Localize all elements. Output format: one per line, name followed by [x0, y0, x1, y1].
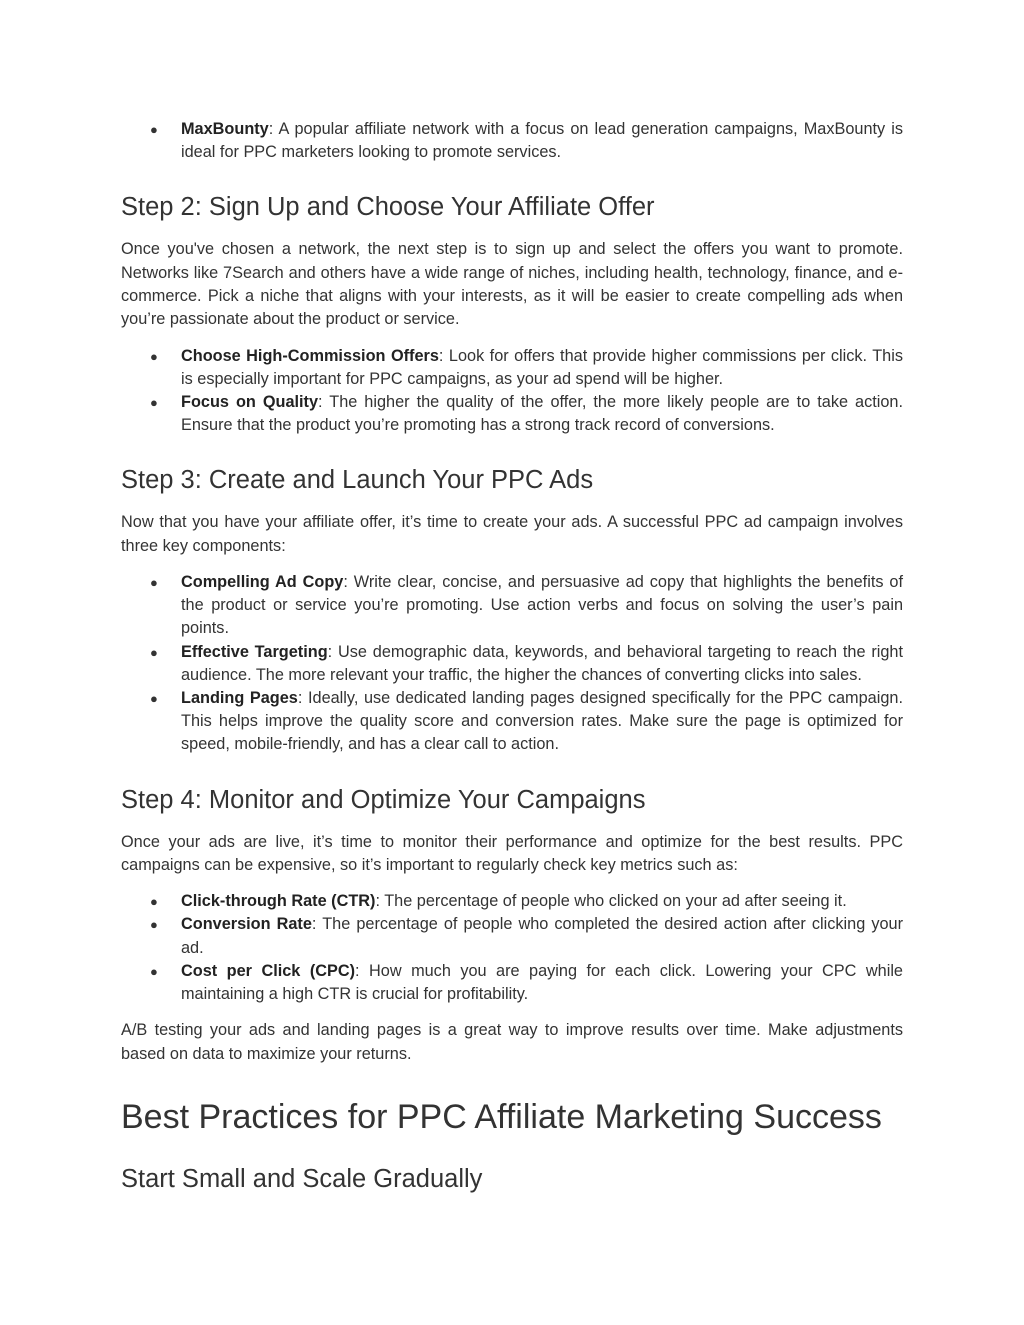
list-item-text: : The percentage of people who completed the desired action after clicking your ad. — [181, 915, 903, 957]
list-item-term: Landing Pages — [181, 689, 298, 708]
list-item-text: : Ideally, use dedicated landing pages designed specifically for the PPC campaign. This helps improve the quality score and conversion rates. Make sure the page is optimized for speed, mobile-friendly, and has a clear call to action. — [181, 689, 903, 754]
step2-paragraph: Once you've chosen a network, the next step is to sign up and select the offers you want to promote. Networks like 7Search and others have a wide range of niches, including health, technology, finance, and e-commerce. Pick a niche that aligns with your interests, as it will be easier to create compelling ads when you’re passionate about the product or service. — [121, 240, 903, 329]
list-item — [121, 687, 903, 757]
step4-paragraph: Once your ads are live, it’s time to monitor their performance and optimize for the best results. PPC campaigns can be expensive, so it’s important to regularly check key metrics such as: — [121, 832, 903, 874]
list-item-text: : Use demographic data, keywords, and behavioral targeting to reach the right audience. The more relevant your traffic, the higher the chances of converting clicks into sales. — [181, 642, 904, 684]
best-practices-heading: Best Practices for PPC Affiliate Marketing Success — [121, 1097, 882, 1136]
list-item-text: : Look for offers that provide higher commissions per click. This is especially important for PPC campaigns, as your ad spend will be higher. — [181, 346, 903, 388]
step3-heading: Step 3: Create and Launch Your PPC Ads — [121, 466, 594, 495]
list-item — [121, 960, 903, 1006]
bullet-icon: ● — [150, 917, 158, 933]
list-item-term: MaxBounty — [181, 120, 269, 138]
step4-closing-paragraph: A/B testing your ads and landing pages is a great way to improve results over time. Make adjustments based on data to maximize your returns. — [121, 1021, 903, 1063]
list-item-term: Choose High-Commission Offers — [181, 346, 439, 365]
list-item-maxbounty — [121, 118, 903, 164]
step4-heading: Step 4: Monitor and Optimize Your Campaigns — [121, 785, 646, 814]
list-item — [121, 890, 903, 913]
bullet-icon: ● — [150, 122, 158, 137]
list-item — [121, 641, 903, 687]
bullet-icon: ● — [150, 963, 158, 979]
list-item-term: Compelling Ad Copy — [181, 573, 344, 591]
list-item-text: : The higher the quality of the offer, the more likely people are to take action. Ensure that the product you’re promoting has a strong track record of conversions. — [181, 393, 904, 435]
bullet-icon: ● — [150, 575, 158, 590]
bullet-icon: ● — [150, 691, 158, 707]
list-item-term: Conversion Rate — [181, 915, 312, 934]
step4-list — [121, 890, 903, 1006]
list-item — [121, 571, 903, 641]
list-item-text: : The percentage of people who clicked on your ad after seeing it. — [375, 892, 847, 911]
list-item — [121, 913, 903, 959]
list-item-text: : A popular affiliate network with a focus on lead generation campaigns, MaxBounty is ideal for PPC marketers looking to promote services. — [181, 120, 903, 162]
step3-paragraph: Now that you have your affiliate offer, it’s time to create your ads. A successful PPC ad campaign involves three key components: — [121, 513, 903, 555]
list-item-term: Cost per Click (CPC) — [181, 961, 356, 980]
bullet-icon: ● — [150, 894, 158, 910]
list-item — [121, 391, 903, 437]
best-practices-subheading: Start Small and Scale Gradually — [121, 1164, 483, 1193]
list-item-term: Effective Targeting — [181, 642, 328, 661]
list-item-term: Focus on Quality — [181, 393, 319, 411]
list-item-text: : Write clear, concise, and persuasive ad copy that highlights the benefits of the product or service you’re promoting. Use action verbs and focus on solving the user’s pain points. — [181, 573, 904, 638]
bullet-icon: ● — [150, 644, 158, 660]
list-item-text: : How much you are paying for each click. Lowering your CPC while maintaining a high CTR is crucial for profitability. — [181, 961, 903, 1004]
bullet-icon: ● — [150, 348, 158, 364]
network-list — [121, 118, 903, 164]
bullet-icon: ● — [150, 395, 158, 410]
list-item-term: Click-through Rate (CTR) — [181, 892, 376, 911]
step3-list — [121, 571, 903, 757]
step2-list — [121, 345, 903, 438]
step2-heading: Step 2: Sign Up and Choose Your Affiliate Offer — [121, 193, 655, 222]
list-item — [121, 345, 903, 391]
document-content — [121, 118, 903, 1195]
